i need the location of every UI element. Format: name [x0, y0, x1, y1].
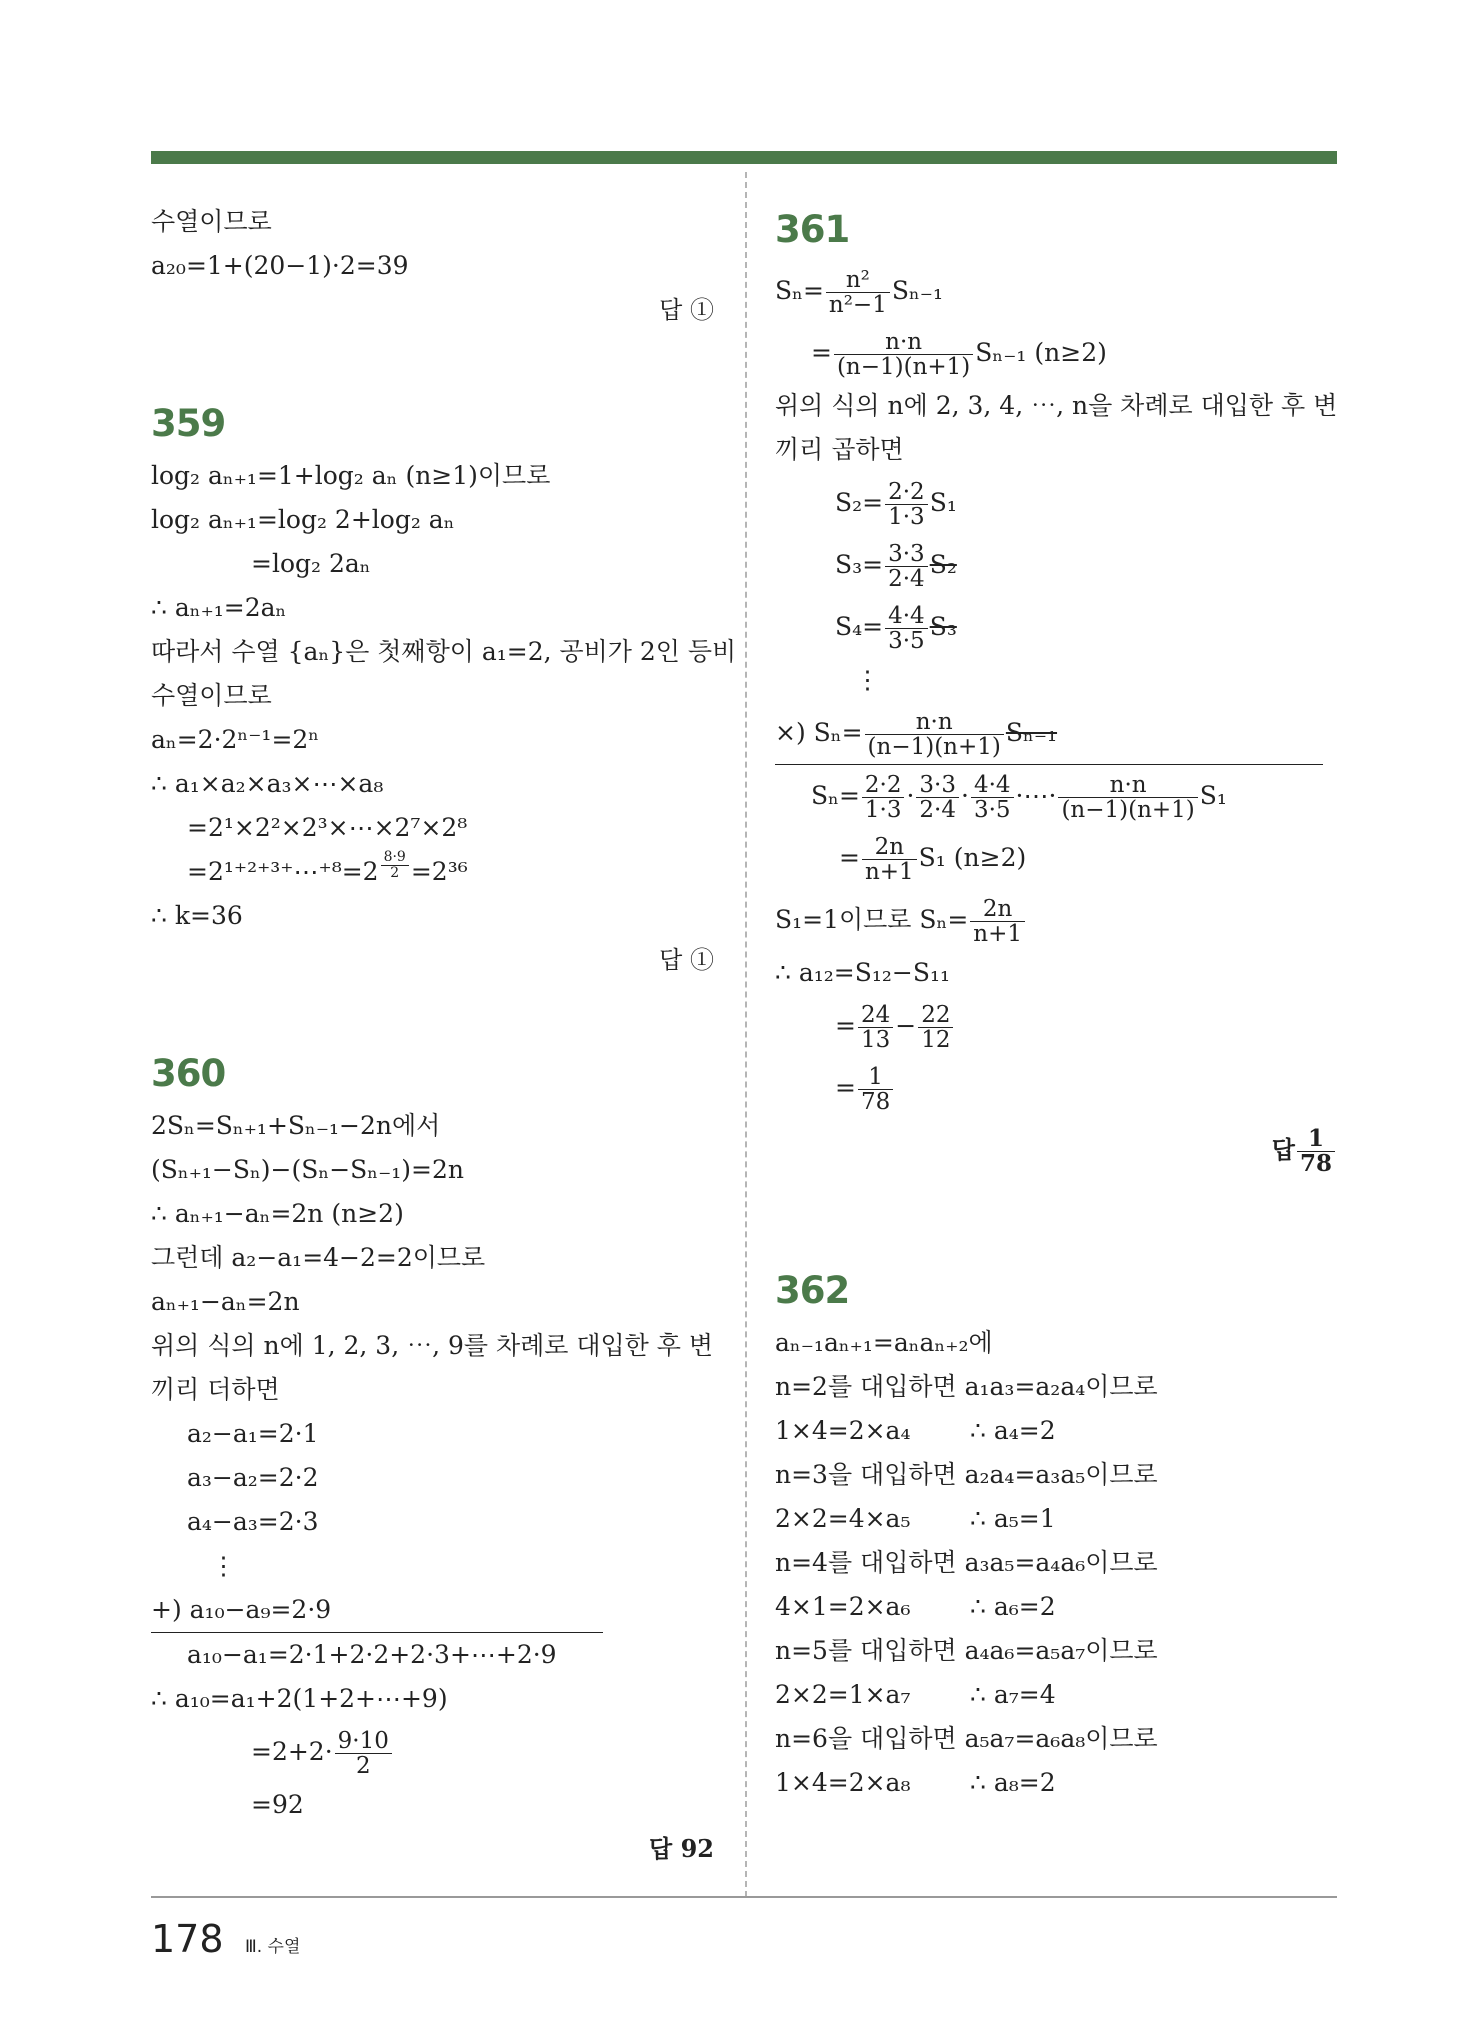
math-text: =2³⁶ [410, 857, 468, 886]
text-line: +) a₁₀−a₉=2·9 [151, 1588, 603, 1633]
math-line [151, 1721, 714, 1783]
math-line [775, 702, 1323, 765]
fraction-denominator: 2 [390, 864, 400, 881]
column-divider [745, 172, 747, 1897]
vertical-dots: ⋮ [211, 1551, 236, 1580]
math-line [775, 1585, 1337, 1629]
answer-label: 답 ① [659, 946, 714, 974]
math-line [775, 1497, 1337, 1541]
math-text: Sₙ₋₁ (n≥2) [975, 338, 1107, 367]
answer-label [775, 1119, 1337, 1181]
fraction-numerator: 24 [858, 1003, 893, 1028]
fraction-numerator: 4·4 [885, 604, 928, 629]
math-text: ×) Sₙ= [775, 718, 863, 747]
top-accent-bar [151, 151, 1337, 164]
text-line: n=5를 대입하면 a₄a₆=a₅a₇이므로 [775, 1636, 1158, 1665]
fraction [865, 710, 1004, 759]
text-line: log₂ aₙ₊₁=1+log₂ aₙ (n≥1)이므로 [151, 461, 551, 490]
fraction-denominator: 3·5 [888, 628, 925, 654]
text-line: ∴ aₙ₊₁=2aₙ [151, 593, 287, 622]
fraction-denominator: 13 [860, 1027, 891, 1053]
fraction [916, 773, 959, 822]
fraction-denominator: n²−1 [828, 292, 887, 318]
math-text: S₁ [929, 488, 957, 517]
text-line: 끼리 더하면 [151, 1375, 280, 1404]
fraction-numerator: n·n [1058, 773, 1197, 798]
math-text: − [895, 1011, 917, 1040]
math-text: 1×4=2×a₈ [775, 1768, 911, 1797]
fraction-numerator: 2·2 [862, 773, 905, 798]
text-line: ∴ a₁×a₂×a₃×⋯×a₈ [151, 769, 384, 798]
fraction-denominator: n+1 [973, 921, 1023, 947]
text-line: ∴ a₁₀=a₁+2(1+2+⋯+9) [151, 1684, 448, 1713]
answer-fraction [1297, 1124, 1335, 1177]
math-line [775, 827, 1337, 889]
math-text: =2+2· [251, 1737, 333, 1766]
math-line [775, 472, 1337, 534]
fraction [858, 1065, 893, 1114]
text-line: (Sₙ₊₁−Sₙ)−(Sₙ−Sₙ₋₁)=2n [151, 1155, 465, 1184]
problem-number: 361 [775, 208, 850, 251]
math-line [775, 596, 1337, 658]
fraction-numerator: 3·3 [916, 773, 959, 798]
fraction-denominator: 12 [921, 1027, 951, 1053]
text-line: 위의 식의 n에 2, 3, 4, ⋯, n을 차례로 대입한 후 변 [775, 391, 1338, 420]
problem-number: 360 [151, 1052, 226, 1095]
math-text: S₂ [929, 550, 957, 579]
math-text: S₁=1이므로 Sₙ= [775, 905, 969, 934]
text-line: n=2를 대입하면 a₁a₃=a₂a₄이므로 [775, 1372, 1158, 1401]
text-line: 수열이므로 [151, 681, 272, 710]
text-line: log₂ aₙ₊₁=log₂ 2+log₂ aₙ [151, 505, 455, 534]
fraction-numerator: n·n [865, 710, 1004, 735]
text-line: n=6을 대입하면 a₅a₇=a₆a₈이므로 [775, 1724, 1158, 1753]
math-text: Sₙ= [811, 781, 860, 810]
exponent-fraction [381, 850, 409, 880]
fraction-numerator: 9·10 [335, 1729, 392, 1754]
fraction [885, 542, 928, 591]
math-line [775, 534, 1337, 596]
math-text: =2¹⁺²⁺³⁺⋯⁺⁸=2 [187, 857, 379, 886]
math-line [775, 1761, 1337, 1805]
text-line: 2Sₙ=Sₙ₊₁+Sₙ₋₁−2n에서 [151, 1111, 441, 1140]
math-line: Sₙ= $\frac{2\cdot 2}{1\cdot 3}$ · $\frac{3\cdot 3}{2\cdot 4}$ · $\frac{4\cdot 4}{3\cdot 5}$ ·⋯· $\frac{n\cdot n}{(n-1)(n+1)}$ S₁ [811, 771, 1227, 823]
fraction-denominator: (n−1)(n+1) [836, 354, 971, 380]
text-line: aₙ₊₁−aₙ=2n [151, 1287, 300, 1316]
vertical-dots: ⋮ [855, 665, 880, 694]
math-line [775, 889, 1337, 951]
text-line: 따라서 수열 {aₙ}은 첫째항이 a₁=2, 공비가 2인 등비 [151, 637, 737, 666]
fraction-denominator: 1·3 [864, 797, 902, 823]
fraction-numerator: 8·9 [381, 850, 409, 866]
fraction-denominator: 2·4 [919, 797, 956, 823]
math-text: S₁ [1199, 781, 1227, 810]
math-text: ∴ a₄=2 [970, 1416, 1056, 1445]
fraction-denominator: (n−1)(n+1) [1061, 797, 1195, 823]
fraction-numerator: 1 [1297, 1127, 1335, 1152]
fraction-denominator: 2·4 [888, 566, 925, 592]
math-text: = [839, 843, 860, 872]
fraction-denominator: 78 [1299, 1150, 1332, 1177]
math-text: ∴ a₆=2 [970, 1592, 1056, 1621]
text-line: =log₂ 2aₙ [251, 549, 371, 578]
chapter-label: Ⅲ. 수열 [245, 1937, 301, 1957]
text-line: 수열이므로 [151, 207, 272, 236]
math-line [775, 995, 1337, 1057]
text-line: n=4를 대입하면 a₃a₅=a₄a₆이므로 [775, 1548, 1158, 1577]
fraction [335, 1729, 392, 1778]
text-line: n=3을 대입하면 a₂a₄=a₃a₅이므로 [775, 1460, 1158, 1489]
math-text: = [811, 338, 832, 367]
text-line: 끼리 곱하면 [775, 435, 904, 464]
fraction-numerator: n·n [834, 330, 973, 355]
text-line: ∴ a₁₂=S₁₂−S₁₁ [775, 958, 951, 987]
fraction [971, 773, 1014, 822]
text-line: a₃−a₂=2·2 [187, 1463, 319, 1492]
math-text: Sₙ₋₁ [891, 276, 944, 305]
problem-number: 359 [151, 402, 226, 445]
fraction [918, 1003, 953, 1052]
math-text: S₁ (n≥2) [918, 843, 1027, 872]
math-text: ·⋯· [1015, 781, 1057, 810]
fraction-numerator: n² [826, 268, 890, 293]
math-text: S₂= [835, 488, 884, 517]
fraction [1058, 773, 1197, 822]
math-text: 1×4=2×a₄ [775, 1416, 911, 1445]
math-line [775, 1057, 1337, 1119]
math-line [775, 322, 1337, 384]
math-line [151, 850, 714, 894]
text-line: ∴ aₙ₊₁−aₙ=2n (n≥2) [151, 1199, 404, 1228]
text-line: a₁₀−a₁=2·1+2·2+2·3+⋯+2·9 [187, 1640, 557, 1669]
text-line: =92 [251, 1790, 304, 1819]
page-number: 178 [151, 1917, 224, 1961]
text-line: a₂−a₁=2·1 [187, 1419, 319, 1448]
fraction [970, 897, 1025, 946]
fraction-numerator: 22 [918, 1003, 953, 1028]
answer-prefix: 답 [1271, 1135, 1295, 1164]
math-text: 2×2=1×a₇ [775, 1680, 911, 1709]
fraction-denominator: 78 [860, 1089, 891, 1115]
right-column [775, 200, 1337, 1805]
fraction [885, 480, 928, 529]
fraction-numerator: 2n [970, 897, 1025, 922]
fraction-denominator: 2 [355, 1753, 371, 1779]
text-line: =2¹×2²×2³×⋯×2⁷×2⁸ [187, 813, 468, 842]
text-line: ∴ k=36 [151, 901, 243, 930]
text-line: 그런데 a₂−a₁=4−2=2이므로 [151, 1243, 486, 1272]
math-text: 2×2=4×a₅ [775, 1504, 911, 1533]
fraction-numerator: 1 [858, 1065, 893, 1090]
fraction [885, 604, 928, 653]
math-text: S₄= [835, 612, 884, 641]
text-line: a₂₀=1+(20−1)·2=39 [151, 251, 409, 280]
math-text: Sₙ₋₁ [1005, 718, 1058, 747]
math-text: 4×1=2×a₆ [775, 1592, 911, 1621]
fraction-numerator: 3·3 [885, 542, 928, 567]
fraction-denominator: 3·5 [973, 797, 1011, 823]
fraction-numerator: 2·2 [885, 480, 928, 505]
text-line: a₄−a₃=2·3 [187, 1507, 319, 1536]
text-line: aₙ=2·2ⁿ⁻¹=2ⁿ [151, 725, 320, 754]
math-line [775, 260, 1337, 322]
text-line: 위의 식의 n에 1, 2, 3, ⋯, 9를 차례로 대입한 후 변 [151, 1331, 714, 1360]
math-text: ∴ a₅=1 [970, 1504, 1056, 1533]
math-text: Sₙ= [775, 276, 824, 305]
fraction-numerator: 2n [862, 835, 917, 860]
math-text: ∴ a₈=2 [970, 1768, 1056, 1797]
math-line [775, 1673, 1337, 1717]
left-column [151, 200, 737, 1871]
problem-number: 362 [775, 1269, 850, 1312]
fraction [862, 773, 905, 822]
fraction [826, 268, 890, 317]
answer-label: 답 92 [649, 1834, 714, 1863]
fraction-denominator: 1·3 [888, 504, 925, 530]
math-text: = [835, 1073, 856, 1102]
fraction-denominator: (n−1)(n+1) [867, 734, 1001, 760]
text-line: aₙ₋₁aₙ₊₁=aₙaₙ₊₂에 [775, 1328, 993, 1357]
bottom-rule [151, 1896, 1337, 1898]
math-text: = [835, 1011, 856, 1040]
fraction-denominator: n+1 [864, 859, 914, 885]
math-text: ∴ a₇=4 [970, 1680, 1056, 1709]
math-line [775, 1409, 1337, 1453]
fraction [858, 1003, 893, 1052]
fraction [862, 835, 917, 884]
math-text: S₃ [929, 612, 957, 641]
fraction-numerator: 4·4 [971, 773, 1014, 798]
fraction [834, 330, 973, 379]
math-text: S₃= [835, 550, 884, 579]
answer-label: 답 ① [659, 296, 714, 324]
